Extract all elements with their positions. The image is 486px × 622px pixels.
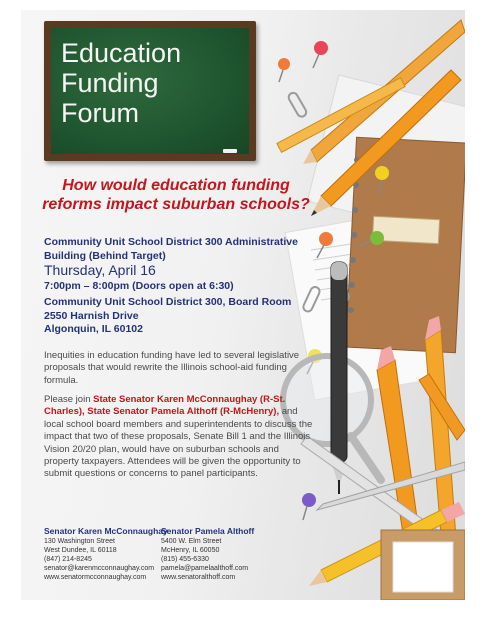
address-line: Community Unit School District 300, Board Room <box>44 296 292 308</box>
clipboard-icon <box>381 530 465 600</box>
contact-card-althoff <box>161 526 254 582</box>
invite-lead: Please join <box>44 394 94 405</box>
title-line: Funding <box>61 68 159 98</box>
contact-card-mcconnaughay <box>44 526 168 582</box>
pushpin-icon <box>302 493 316 520</box>
contact-name: Senator Pamela Althoff <box>161 526 255 536</box>
invite-rest: and local school board members and superintendents to discuss the impact that two of these proposals, Senate Bill 1 and the Illinois Vision 20/20 plan, would have on suburban schools and property taxpayers. Attendees will be given the opportunity to submit questions or concerns to panel participants. <box>44 406 313 480</box>
event-date: Thursday, April 16 <box>44 262 156 278</box>
headline-question <box>26 176 326 214</box>
invite-comma: , <box>82 406 88 418</box>
venue-line: Building (Behind Target) <box>44 249 166 262</box>
contact-city: West Dundee, IL 60118 <box>44 547 117 554</box>
contact-website[interactable]: www.senatormcconnaughay.com <box>44 574 147 581</box>
pushpin-icon <box>313 41 328 68</box>
chalkboard <box>44 21 256 161</box>
address-line: Algonquin, IL 60102 <box>44 323 143 335</box>
address-line: 2550 Harnish Drive <box>44 309 139 322</box>
venue-line: Community Unit School District 300 Administrative <box>44 236 298 248</box>
contact-street: 130 Washington Street <box>44 538 115 545</box>
title-line: Education <box>61 38 182 68</box>
chalk-icon <box>223 149 237 153</box>
contact-email[interactable]: pamela@pamelaalthoff.com <box>161 565 249 572</box>
event-title <box>61 38 181 128</box>
chalkboard-surface <box>51 28 249 154</box>
invite-paragraph <box>44 394 314 481</box>
contact-website[interactable]: www.senatoralthoff.com <box>161 574 236 581</box>
question-line: How would education funding <box>62 177 290 194</box>
contact-phone: (815) 455-6330 <box>161 556 209 563</box>
senator-althoff-mention: State Senator Pamela Althoff (R-McHenry), <box>87 406 280 418</box>
event-address <box>44 296 291 337</box>
contact-phone: (847) 214-8245 <box>44 556 92 563</box>
title-line: Forum <box>61 98 140 128</box>
event-time: 7:00pm – 8:00pm (Doors open at 6:30) <box>44 280 234 292</box>
venue-name <box>44 236 304 263</box>
contact-email[interactable]: senator@karenmcconnaughay.com <box>44 565 155 572</box>
senator-mcconnaughay-mention: State Senator Karen McConnaughay (R-St. Charles) <box>44 394 286 418</box>
pushpin-icon <box>278 58 290 82</box>
contact-street: 5400 W. Elm Street <box>161 538 222 545</box>
contact-city: McHenry, IL 60050 <box>161 547 220 554</box>
flyer <box>21 10 465 600</box>
contact-name: Senator Karen McConnaughay <box>44 526 168 536</box>
question-line: reforms impact suburban schools? <box>42 196 310 213</box>
intro-paragraph: Inequities in education funding have led to several legislative proposals that would rewrite the Illinois school-aid funding formula. <box>44 350 300 386</box>
